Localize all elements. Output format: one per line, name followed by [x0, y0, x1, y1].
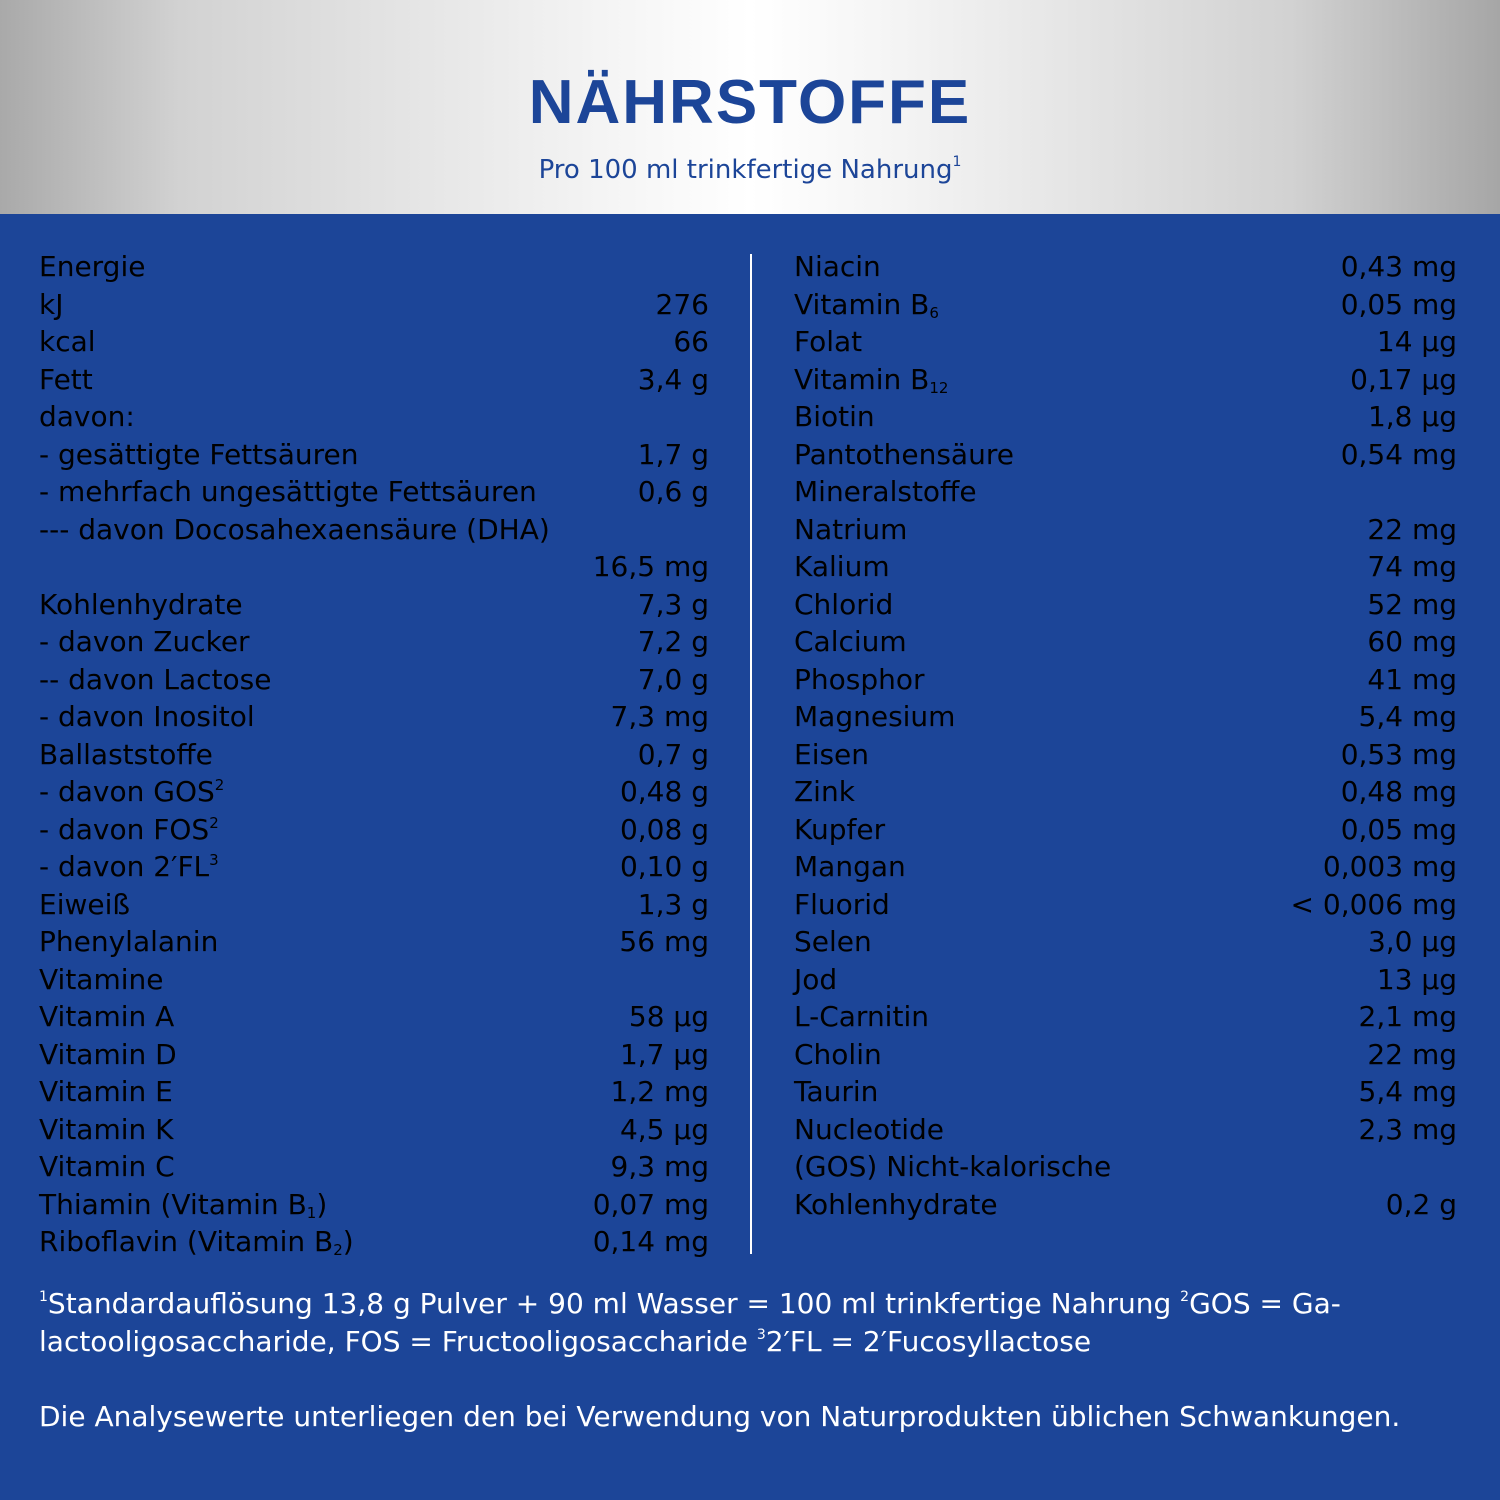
nutrient-row: [39, 736, 709, 774]
nutrient-label-text: - davon 2′FL: [39, 850, 210, 883]
footnote-2-text: GOS = Galactooligosaccharide, FOS = Fructooligosaccharide: [39, 1287, 1341, 1358]
nutrient-label: [39, 1111, 174, 1149]
nutrient-label: [794, 1111, 944, 1149]
nutrient-label-text: Kupfer: [794, 812, 886, 846]
nutrient-label: [794, 848, 906, 886]
nutrient-label-text: -- davon Lactose: [39, 662, 272, 696]
nutrient-row: [39, 286, 709, 324]
nutrient-value: 3,0 µg: [1367, 925, 1457, 958]
nutrient-row: [794, 361, 1457, 399]
nutrient-label-text: Folat: [794, 325, 863, 358]
nutrient-value: 5,4 mg: [1358, 1075, 1457, 1108]
nutrient-label-text: Calcium: [794, 625, 907, 658]
nutrient-label-text: Ballaststoffe: [39, 737, 213, 771]
nutrient-label: [39, 286, 63, 324]
nutrient-value: 3,4 g: [637, 362, 709, 396]
nutrient-label-text: - davon Inositol: [39, 700, 255, 733]
nutrient-label-text: Phosphor: [794, 662, 925, 696]
nutrient-label-text: Phenylalanin: [39, 925, 219, 958]
nutrient-label-text: Kalium: [794, 550, 890, 583]
nutrient-row: [39, 398, 709, 436]
nutrient-label: [39, 473, 537, 511]
nutrient-value: 52 mg: [1367, 587, 1457, 621]
nutrient-label: [794, 248, 881, 286]
nutrient-value: 0,2 g: [1385, 1187, 1457, 1221]
nutrient-label-text: Chlorid: [794, 587, 894, 621]
nutrient-label: [794, 436, 1014, 474]
nutrient-label: [39, 1186, 327, 1224]
nutrient-label-text: Mangan: [794, 850, 906, 883]
nutrient-value: 0,53 mg: [1340, 737, 1457, 771]
nutrient-value: 7,2 g: [637, 625, 709, 658]
nutrient-row: [794, 286, 1457, 324]
nutrient-row: [794, 586, 1457, 624]
nutrient-label: [39, 323, 96, 361]
nutrient-value: 2,1 mg: [1358, 1000, 1457, 1033]
nutrient-row: [794, 473, 1457, 511]
nutrient-row: [794, 736, 1457, 774]
nutrient-label-text: Vitamine: [39, 962, 164, 996]
nutrient-row: [794, 623, 1457, 661]
nutrient-label: [794, 698, 955, 736]
nutrient-value: 276: [655, 287, 709, 321]
nutrient-label: [794, 1186, 998, 1224]
header-banner: [0, 0, 1500, 214]
page-subtitle: [0, 142, 1500, 190]
nutrient-label-text: Vitamin C: [39, 1150, 175, 1183]
nutrient-row: [794, 1036, 1457, 1074]
nutrient-row: [794, 923, 1457, 961]
nutrient-label: [794, 473, 977, 511]
nutrient-value: 0,7 g: [637, 737, 709, 771]
nutrient-row: [39, 661, 709, 699]
nutrient-value: 14 µg: [1376, 325, 1457, 358]
nutrient-row: [794, 323, 1457, 361]
nutrient-label: [794, 323, 862, 361]
nutrient-label: [794, 661, 925, 699]
nutrient-label: [39, 886, 130, 924]
nutrient-label: [39, 1036, 177, 1074]
nutrient-label: [794, 811, 885, 849]
nutrient-row: [794, 248, 1457, 286]
nutrient-label-suffix: ): [342, 1225, 354, 1258]
nutrient-label: [39, 623, 250, 661]
nutrient-label: [794, 586, 893, 624]
nutrient-label-text: kJ: [39, 287, 64, 321]
nutrient-value: 0,05 mg: [1340, 287, 1457, 321]
nutrient-row: [39, 1148, 709, 1186]
nutrient-label: [794, 623, 907, 661]
nutrient-label-text: Zink: [794, 775, 855, 808]
nutrient-label: [39, 1223, 354, 1261]
nutrient-value: 0,6 g: [637, 475, 709, 508]
nutrient-value: 0,003 mg: [1322, 850, 1457, 883]
nutrient-value: 7,3 mg: [610, 700, 709, 733]
nutrient-label: [794, 398, 875, 436]
nutrient-value: 1,8 µg: [1367, 400, 1457, 433]
nutrient-row: [794, 773, 1457, 811]
nutrient-value: 22 mg: [1367, 512, 1457, 546]
nutrient-value: 0,48 g: [619, 775, 709, 808]
disclaimer: Die Analysewerte unterliegen den bei Verwendung von Naturprodukten üblichen Schwankungen.: [39, 1400, 1401, 1433]
nutrient-value: 5,4 mg: [1358, 700, 1457, 733]
nutrient-row: [794, 398, 1457, 436]
nutrient-label: [39, 736, 213, 774]
nutrient-label-text: Vitamin D: [39, 1037, 177, 1071]
nutrient-row: [39, 1223, 709, 1261]
nutrient-value: 16,5 mg: [592, 550, 709, 583]
nutrient-row: [794, 511, 1457, 549]
nutrient-label: [39, 1073, 173, 1111]
nutrient-row: [794, 436, 1457, 474]
nutrient-label: [794, 511, 907, 549]
nutrient-label-text: Jod: [794, 962, 838, 996]
nutrient-value: 41 mg: [1367, 662, 1457, 696]
nutrient-label-text: Vitamin B: [794, 362, 930, 396]
nutrient-value: 0,10 g: [619, 850, 709, 883]
nutrient-label-text: Eisen: [794, 737, 870, 771]
nutrient-label-text: Cholin: [794, 1037, 882, 1071]
nutrient-value: 4,5 µg: [619, 1112, 709, 1146]
nutrient-value: 2,3 mg: [1358, 1112, 1457, 1146]
nutrient-value: 74 mg: [1367, 550, 1457, 583]
nutrient-label-text: Riboflavin (Vitamin B: [39, 1225, 334, 1258]
nutrient-label-text: Selen: [794, 925, 872, 958]
nutrient-label: [794, 361, 948, 399]
nutrient-row: [39, 436, 709, 474]
nutrient-row: [39, 848, 709, 886]
nutrient-row: [39, 361, 709, 399]
nutrient-label-suffix: ): [316, 1187, 328, 1221]
nutrient-row: [794, 811, 1457, 849]
nutrient-label: [39, 586, 243, 624]
nutrient-column-right: [794, 248, 1457, 1223]
nutrient-label: [39, 661, 271, 699]
nutrient-label-text: Taurin: [794, 1075, 879, 1108]
nutrient-value: 1,7 µg: [619, 1037, 709, 1071]
nutrient-label-subscript: 6: [929, 303, 939, 322]
nutrient-label: [39, 398, 135, 436]
nutrient-value: 56 mg: [619, 925, 709, 958]
nutrient-row: [794, 886, 1457, 924]
nutrient-label-footnote-marker: 2: [214, 776, 225, 794]
nutrient-value: 0,48 mg: [1340, 775, 1457, 808]
nutrient-row: [794, 848, 1457, 886]
nutrient-value: 0,08 g: [619, 812, 709, 846]
footnote-3-text: 2′FL = 2′Fucosyllactose: [765, 1324, 1092, 1358]
nutrient-label-text: davon:: [39, 400, 135, 433]
nutrient-value: 22 mg: [1367, 1037, 1457, 1071]
nutrient-label-text: --- davon Docosahexaensäure (DHA): [39, 512, 550, 546]
nutrient-row: [39, 511, 709, 549]
nutrient-label: [39, 436, 358, 474]
nutrient-label: [794, 1148, 1111, 1186]
nutrient-row: [794, 1186, 1457, 1224]
nutrient-label-text: Fett: [39, 362, 93, 396]
page-title: NÄHRSTOFFE: [528, 68, 972, 137]
nutrient-row: [39, 698, 709, 736]
nutrient-label: [794, 548, 890, 586]
column-divider: [750, 254, 752, 1254]
nutrient-row: [39, 473, 709, 511]
nutrient-row: [39, 886, 709, 924]
nutrient-label-footnote-marker: 2: [209, 813, 219, 832]
nutrient-label-text: Vitamin E: [39, 1075, 173, 1108]
nutrient-row: [39, 1186, 709, 1224]
nutrient-label-text: L-Carnitin: [794, 1000, 929, 1033]
nutrient-value: 0,14 mg: [592, 1225, 709, 1258]
nutrient-value: 66: [673, 325, 709, 358]
nutrient-value: 0,05 mg: [1340, 812, 1457, 846]
nutrient-row: [794, 1073, 1457, 1111]
subtitle-footnote-marker: 1: [952, 154, 962, 170]
nutrient-value: 0,17 µg: [1350, 362, 1457, 396]
nutrient-row: [39, 773, 709, 811]
nutrient-row: [39, 248, 709, 286]
nutrient-label: [794, 998, 929, 1036]
nutrient-label-text: Niacin: [794, 250, 881, 283]
footnote-2-marker: 2: [1180, 1289, 1190, 1305]
nutrient-label-text: Eiweiß: [39, 887, 131, 921]
nutrient-row: [39, 323, 709, 361]
nutrient-row: [39, 548, 709, 586]
nutrient-value: 1,3 g: [637, 887, 709, 921]
footnotes: [39, 1285, 1459, 1360]
nutrient-label: [39, 848, 219, 886]
nutrient-label: [794, 286, 939, 324]
nutrient-label-subscript: 2: [333, 1241, 343, 1259]
nutrient-label-text: Nucleotide: [794, 1112, 944, 1146]
nutrient-label: [39, 698, 255, 736]
nutrient-label: [794, 1036, 882, 1074]
nutrient-value: 0,07 mg: [592, 1187, 709, 1221]
nutrient-row: [39, 1036, 709, 1074]
nutrient-label-text: Thiamin (Vitamin B: [39, 1187, 307, 1221]
nutrient-value: 1,7 g: [637, 437, 709, 471]
nutrient-value: < 0,006 mg: [1290, 887, 1457, 921]
nutrient-label-text: Magnesium: [794, 700, 956, 733]
nutrient-value: 0,43 mg: [1340, 250, 1457, 283]
nutrient-value: 1,2 mg: [610, 1075, 709, 1108]
nutrient-row: [39, 923, 709, 961]
nutrient-label-text: - gesättigte Fettsäuren: [39, 437, 359, 471]
nutrient-label: [39, 1148, 175, 1186]
nutrient-row: [794, 548, 1457, 586]
nutrient-column-left: [39, 248, 709, 1261]
nutrient-label: [794, 886, 890, 924]
nutrient-row: [794, 961, 1457, 999]
nutrient-label: [39, 923, 218, 961]
nutrient-label: [794, 923, 872, 961]
nutrient-label-text: Vitamin K: [39, 1112, 174, 1146]
footnote-1-text: Standardauflösung 13,8 g Pulver + 90 ml Wasser = 100 ml trinkfertige Nahrung: [47, 1287, 1172, 1320]
nutrient-label-text: Kohlenhydrate: [794, 1187, 998, 1221]
nutrient-label: [794, 773, 855, 811]
nutrient-label-text: Vitamin B: [794, 287, 930, 321]
nutrient-label-text: Kohlenhydrate: [39, 587, 243, 621]
nutrient-row: [39, 998, 709, 1036]
nutrient-value: 7,3 g: [637, 587, 709, 621]
nutrient-row: [39, 586, 709, 624]
nutrient-value: 9,3 mg: [610, 1150, 709, 1183]
nutrient-value: 60 mg: [1367, 625, 1457, 658]
nutrient-row: [39, 811, 709, 849]
nutrient-value: 0,54 mg: [1340, 437, 1457, 471]
nutrient-label-text: Biotin: [794, 400, 875, 433]
nutrient-label-text: kcal: [39, 325, 96, 358]
nutrient-label: [39, 773, 224, 811]
nutrient-label-text: Energie: [39, 250, 146, 283]
nutrient-label-text: Fluorid: [794, 887, 890, 921]
footnote-3-marker: 3: [756, 1326, 766, 1343]
nutrient-label-text: Mineralstoffe: [794, 475, 977, 508]
nutrient-value: 7,0 g: [637, 662, 709, 696]
nutrient-label: [794, 736, 869, 774]
nutrient-label-subscript: 1: [306, 1203, 317, 1222]
nutrient-label: [39, 811, 219, 849]
nutrient-row: [794, 998, 1457, 1036]
nutrient-label: [39, 248, 145, 286]
nutrient-row: [39, 623, 709, 661]
subtitle-text: Pro 100 ml trinkfertige Nahrung: [538, 155, 953, 185]
nutrient-label-text: - mehrfach ungesättigte Fettsäuren: [39, 475, 537, 508]
nutrient-row: [794, 698, 1457, 736]
nutrient-label-text: Pantothensäure: [794, 437, 1014, 471]
nutrient-label-text: (GOS) Nicht-kalorische: [794, 1150, 1112, 1183]
nutrient-row: [39, 1073, 709, 1111]
nutrient-label-subscript: 12: [929, 378, 949, 397]
nutrient-label: [39, 361, 93, 399]
nutrient-label: [794, 961, 837, 999]
nutrient-label: [794, 1073, 878, 1111]
nutrient-label: [39, 998, 174, 1036]
nutrient-row: [794, 661, 1457, 699]
nutrient-value: 13 µg: [1376, 962, 1457, 996]
nutrient-row: [794, 1111, 1457, 1149]
nutrient-label-text: - davon Zucker: [39, 625, 250, 658]
nutrient-label-text: Natrium: [794, 512, 908, 546]
nutrient-row: [794, 1148, 1457, 1186]
nutrient-value: 58 µg: [628, 1000, 709, 1033]
footnote-1-marker: 1: [39, 1289, 48, 1305]
nutrient-label: [39, 511, 550, 549]
nutrient-label-text: - davon GOS: [39, 775, 215, 808]
nutrient-label-footnote-marker: 3: [209, 851, 219, 869]
nutrient-label-text: Vitamin A: [39, 1000, 175, 1033]
nutrient-row: [39, 1111, 709, 1149]
nutrient-label: [39, 961, 163, 999]
nutrient-row: [39, 961, 709, 999]
nutrient-label-text: - davon FOS: [39, 812, 210, 846]
